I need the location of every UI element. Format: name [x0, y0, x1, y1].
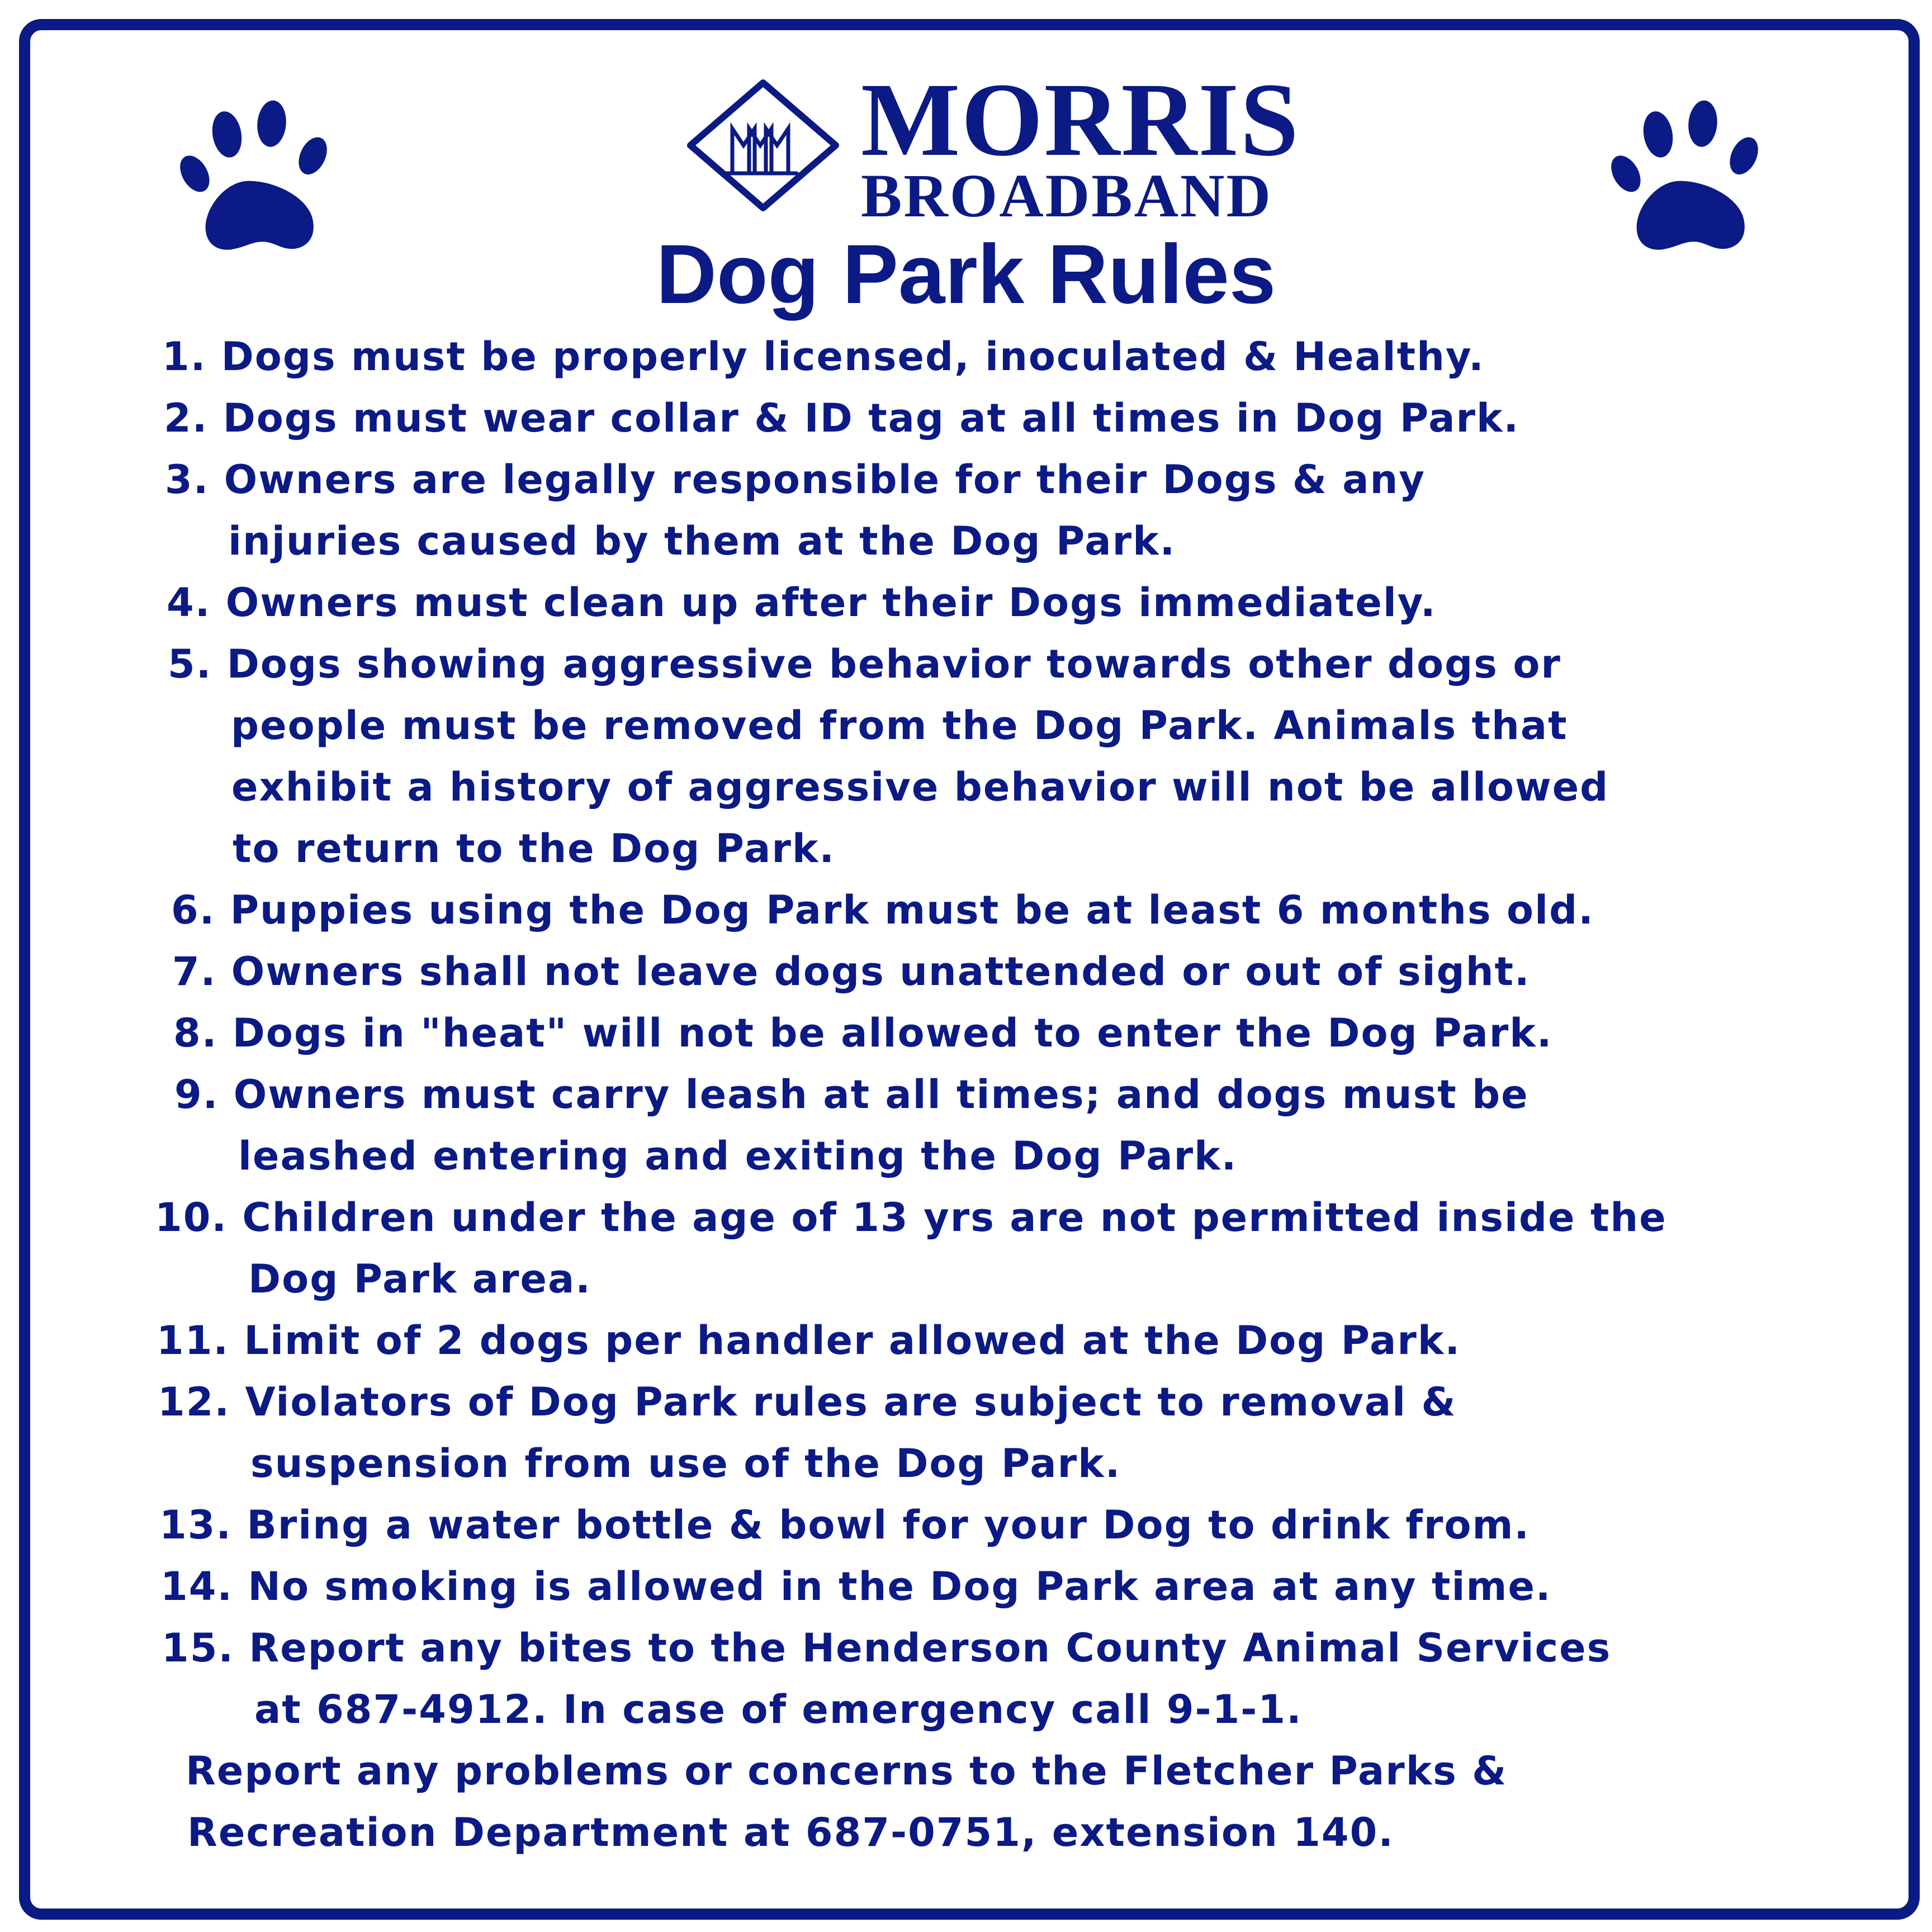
rule-number: 8. [173, 1010, 218, 1056]
rule-number: 10. [155, 1195, 228, 1240]
rule-line [168, 633, 1561, 695]
rule-line-continuation: to return to the Dog Park. [233, 826, 836, 872]
rule-line-continuation: people must be removed from the Dog Park. Animals that [231, 703, 1568, 749]
rule-number: 1. [162, 334, 207, 380]
rule-text: Owners must carry leash at all times; and dogs must be [233, 1072, 1529, 1117]
rule-text: Violators of Dog Park rules are subject to removal & [245, 1379, 1457, 1425]
rule-line [157, 1310, 1461, 1371]
rule-text: Children under the age of 13 yrs are not permitted inside the [242, 1195, 1667, 1240]
rule-text: Owners are legally responsible for their Dogs & any [224, 457, 1426, 503]
rule-line [165, 449, 1426, 510]
rule-line [171, 879, 1594, 941]
rule-line [160, 1556, 1552, 1617]
rule-line [172, 941, 1531, 1002]
rule-line [162, 1617, 1611, 1679]
brand-subtitle: BROADBAND [861, 162, 1272, 230]
rule-number: 6. [171, 887, 216, 933]
rule-number: 14. [160, 1564, 234, 1609]
rule-text: Dogs must wear collar & ID tag at all times in Dog Park. [222, 395, 1520, 441]
rule-number: 15. [162, 1625, 235, 1671]
rule-line [173, 1002, 1552, 1064]
rule-line-continuation: exhibit a history of aggressive behavior will not be allowed [231, 764, 1609, 810]
rule-text: Dogs must be properly licensed, inoculated & Healthy. [221, 334, 1485, 380]
rule-text: Report any bites to the Henderson County Animal Services [249, 1625, 1612, 1671]
rule-line-continuation: at 687-4912. In case of emergency call 9-1-1. [254, 1687, 1303, 1732]
rule-number: 12. [158, 1379, 231, 1425]
rule-text: Dogs showing aggressive behavior towards other dogs or [226, 641, 1561, 687]
rule-line-continuation: Dog Park area. [248, 1256, 591, 1302]
page-title: Dog Park Rules [656, 227, 1276, 321]
rule-number: 3. [165, 457, 210, 503]
rule-line-continuation: leashed entering and exiting the Dog Park. [238, 1133, 1238, 1179]
rule-line [158, 1371, 1457, 1433]
brand-name: MORRIS [861, 61, 1300, 178]
rule-number: 13. [159, 1502, 233, 1548]
rule-number: 5. [168, 641, 212, 687]
rule-text: Bring a water bottle & bowl for your Dog to drink from. [247, 1502, 1530, 1548]
rule-text: No smoking is allowed in the Dog Park area at any time. [248, 1564, 1552, 1609]
rule-number: 11. [157, 1318, 230, 1363]
footer-line: Recreation Department at 687-0751, extension 140. [187, 1810, 1394, 1855]
footer-line: Report any problems or concerns to the Fletcher Parks & [186, 1748, 1508, 1794]
rule-number: 7. [172, 949, 217, 995]
rule-line [167, 572, 1437, 633]
rule-line [164, 387, 1519, 449]
rule-number: 9. [174, 1072, 219, 1117]
rule-line-continuation: suspension from use of the Dog Park. [250, 1441, 1121, 1486]
rule-number: 4. [167, 580, 211, 626]
rule-line-continuation: injuries caused by them at the Dog Park. [228, 518, 1176, 564]
rule-text: Puppies using the Dog Park must be at least 6 months old. [230, 887, 1594, 933]
rule-line [162, 326, 1485, 387]
rule-line [155, 1187, 1667, 1248]
rule-text: Dogs in "heat" will not be allowed to enter the Dog Park. [232, 1010, 1553, 1056]
rule-number: 2. [164, 395, 209, 441]
rule-line [174, 1064, 1529, 1125]
rule-text: Owners must clean up after their Dogs immediately. [225, 580, 1437, 626]
rule-text: Owners shall not leave dogs unattended or out of sight. [231, 949, 1531, 995]
rule-line [159, 1494, 1530, 1556]
rule-text: Limit of 2 dogs per handler allowed at the Dog Park. [244, 1318, 1461, 1363]
